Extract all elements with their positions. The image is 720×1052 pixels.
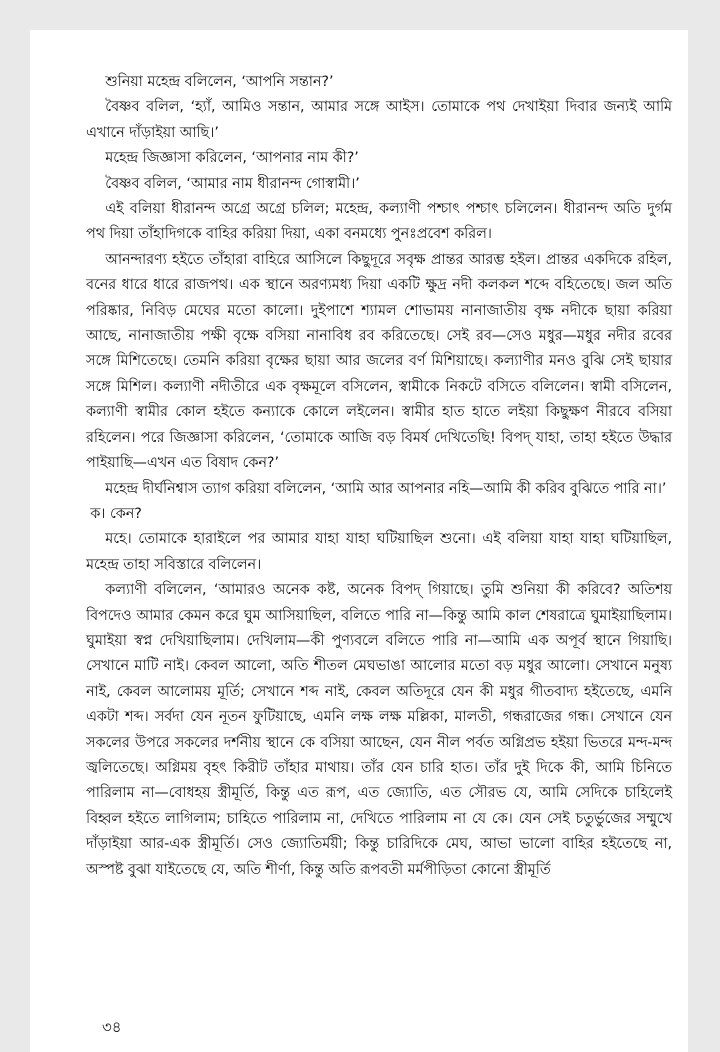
paragraph: কল্যাণী বলিলেন, ‘আমারও অনেক কষ্ট, অনেক বিপদ্‌ গিয়াছে। তুমি শুনিয়া কী করিবে? অতিশয় বিপদেও আমার কেমন করে ঘুম আসিয়াছিল, বলিতে পারি না—কিন্তু আমি কাল শেষরাত্রে ঘুমাইয়াছিলাম। ঘুমাইয়া স্বপ্ন দেখিয়াছিলাম। দেখিলাম—কী পুণ্যবলে বলিতে পারি না—আমি এক অপূর্ব স্থানে গিয়াছি। সেখানে মাটি নাই। কেবল আলো, অতি শীতল মেঘভাঙা আলোর মতো বড় মধুর আলো। সেখানে মনুষ্য নাই, কেবল আলোময় মূর্তি; সেখানে শব্দ নাই, কেবল অতিদূরে যেন কী মধুর গীতবাদ্য হইতেছে, এমনি একটা শব্দ। সর্বদা যেন নূতন ফুটিয়াছে, এমনি লক্ষ লক্ষ মল্লিকা, মালতী, গন্ধরাজের গন্ধ। সেখানে যেন সকলের উপরে সকলের দর্শনীয় স্থানে কে বসিয়া আছেন, যেন নীল পর্বত অগ্নিপ্রভ হইয়া ভিতরে মন্দ-মন্দ জ্বলিতেছে। অগ্নিময় বৃহৎ কিরীট তাঁহার মাথায়। তাঁর যেন চারি হাত। তাঁর দুই দিকে কী, আমি চিনিতে পারিলাম না—বোধহয় স্ত্রীমূর্তি, কিন্তু এত রূপ, এত জ্যোতি, এত সৌরভ যে, আমি সেদিকে চাহিলেই বিহ্বল হইতে লাগিলাম; চাহিতে পারিলাম না, দেখিতে পারিলাম না যে কে। যেন সেই চতুর্ভুজের সম্মুখে দাঁড়াইয়া আর-এক স্ত্রীমূর্তি। সেও জ্যোতির্ময়ী; কিন্তু চারিদিকে মেঘ, আভা ভালো বাহির হইতেছে না, অস্পষ্ট বুঝা যাইতেছে যে, অতি শীর্ণা, কিন্তু অতি রূপবতী মর্মপীড়িতা কোনো স্ত্রীমূর্তি [86, 582, 672, 878]
paragraph: মহেন্দ্র জিজ্ঞাসা করিলেন, ‘আপনার নাম কী?’ [105, 150, 359, 167]
paragraph: মহে। তোমাকে হারাইলে পর আমার যাহা যাহা ঘটিয়াছিল শুনো। এই বলিয়া যাহা যাহা ঘটিয়াছিল, মহেন্দ্র তাহা সবিস্তারে বলিলেন। [86, 531, 672, 573]
paragraph: বৈষ্ণব বলিল, ‘হ্যাঁ, আমিও সন্তান, আমার সঙ্গে আইস। তোমাকে পথ দেখাইয়া দিবার জন্যই আমি এখানে দাঁড়াইয়া আছি।’ [86, 99, 672, 141]
page-body [86, 70, 672, 883]
paragraph: বৈষ্ণব বলিল, ‘আমার নাম ধীরানন্দ গোস্বামী।’ [105, 175, 360, 192]
paragraph: মহেন্দ্র দীর্ঘনিশ্বাস ত্যাগ করিয়া বলিলেন, ‘আমি আর আপনার নহি—আমি কী করিব বুঝিতে পারি না।’ [105, 480, 667, 497]
paragraph: শুনিয়া মহেন্দ্র বলিলেন, ‘আপনি সন্তান?’ [105, 74, 334, 90]
paragraph: এই বলিয়া ধীরানন্দ অগ্রে অগ্রে চলিল; মহেন্দ্র, কল্যাণী পশ্চাৎ পশ্চাৎ চলিলেন। ধীরানন্দ অতি দুর্গম পথ দিয়া তাঁহাদিগকে বাহির করিয়া দিয়া, একা বনমধ্যে পুনঃপ্রবেশ করিল। [86, 201, 672, 243]
paragraph: আনন্দারণ্য হইতে তাঁহারা বাহিরে আসিলে কিছুদূরে সবৃক্ষ প্রান্তর আরম্ভ হইল। প্রান্তর একদিকে রহিল, বনের ধারে ধারে রাজপথ। এক স্থানে অরণ্যমধ্য দিয়া একটি ক্ষুদ্র নদী কলকল শব্দে বহিতেছে। জল অতি পরিষ্কার, নিবিড় মেঘের মতো কালো। দুইপাশে শ্যামল শোভাময় নানাজাতীয় বৃক্ষ নদীকে ছায়া করিয়া আছে, নানাজাতীয় পক্ষী বৃক্ষে বসিয়া নানাবিধ রব করিতেছে। সেই রব—সেও মধুর—মধুর নদীর রবের সঙ্গে মিশিতেছে। তেমনি করিয়া বৃক্ষের ছায়া আর জলের বর্ণ মিশিয়াছে। কল্যাণীর মনও বুঝি সেই ছায়ার সঙ্গে মিশিল। কল্যাণী নদীতীরে এক বৃক্ষমূলে বসিলেন, স্বামীকে নিকটে বসিতে বলিলেন। স্বামী বসিলেন, কল্যাণী স্বামীর কোল হইতে কন্যাকে কোলে লইলেন। স্বামীর হাত হাতে লইয়া কিছুক্ষণ নীরবে বসিয়া রহিলেন। পরে জিজ্ঞাসা করিলেন, ‘তোমাকে আজি বড় বিমর্ষ দেখিতেছি! বিপদ্‌ যাহা, তাহা হইতে উদ্ধার পাইয়াছি—এখন এত বিষাদ কেন?’ [86, 251, 672, 472]
book-page [30, 30, 688, 1052]
page-number: ৩৪ [102, 1018, 122, 1036]
paragraph: ক। কেন? [90, 505, 142, 522]
